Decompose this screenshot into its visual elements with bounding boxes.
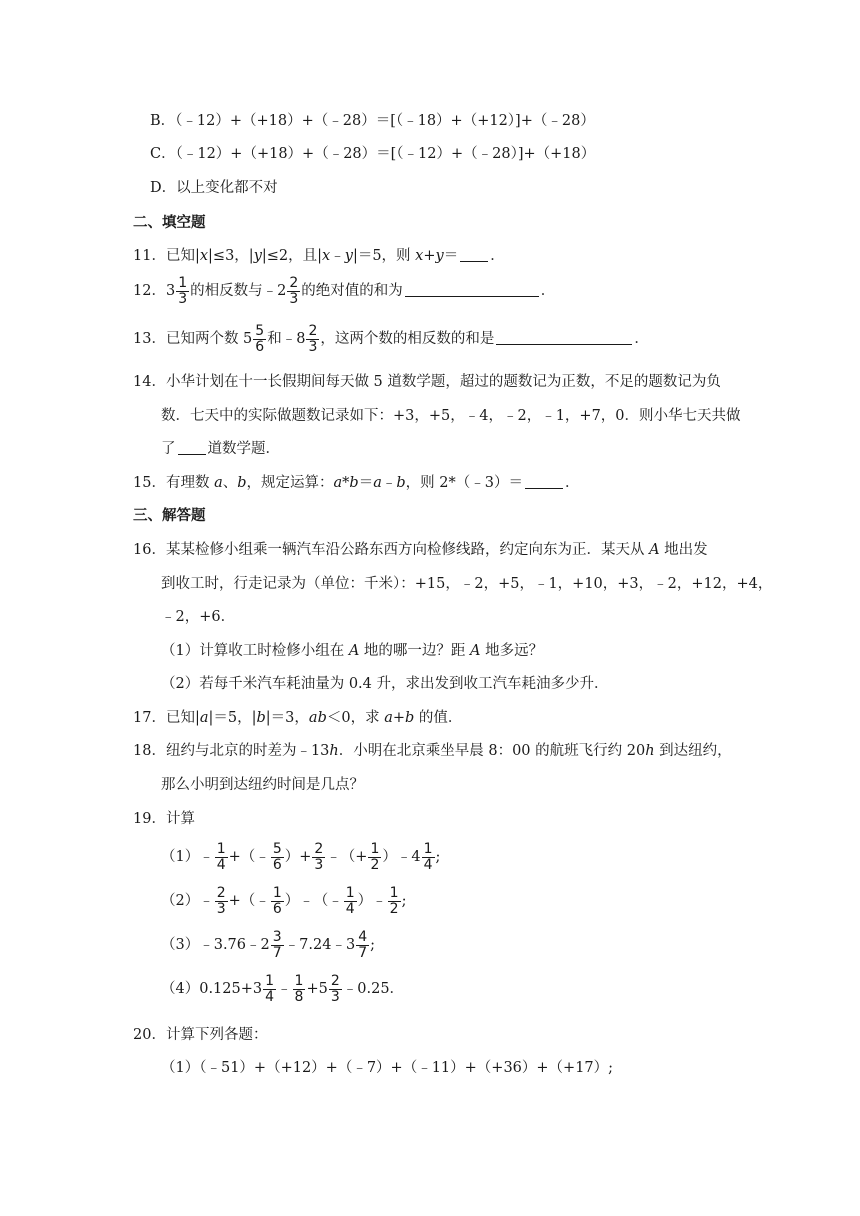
fraction: $\frac{1}{4}$ <box>216 840 226 873</box>
answer-blank <box>405 282 539 297</box>
fraction: $\frac{5}{6}$ <box>255 322 265 355</box>
question-19-part-3: （3）﹣3.76﹣2 $\frac{3}{7}$ ﹣7.24﹣3 $\frac{4}{7}$ ; <box>161 928 375 961</box>
question-16-part-2: （2）若每千米汽车耗油量为 0.4 升，求出发到收工汽车耗油多少升． <box>161 676 609 692</box>
fraction: $\frac{1}{8}$ <box>294 972 304 1005</box>
question-20-title: 20．计算下列各题： <box>133 1027 268 1043</box>
fraction: $\frac{2}{3}$ <box>216 884 226 917</box>
question-12: 12．3 $\frac{1}{3}$ 的相反数与﹣2 $\frac{2}{3}$ 的绝对值的和为 ． <box>133 274 556 307</box>
fraction: $\frac{4}{7}$ <box>358 928 368 961</box>
fraction: $\frac{1}{6}$ <box>272 884 282 917</box>
question-18-line-2: 那么小明到达纽约时间是几点？ <box>161 777 364 793</box>
question-19-part-1: （1）﹣ $\frac{1}{4}$ +（﹣ $\frac{5}{6}$ ）+ $\frac{2}{3}$ ﹣（+ $\frac{1}{2}$ ）﹣4 $\frac{1}{4}$ ; <box>161 840 441 873</box>
fraction: $\frac{3}{7}$ <box>272 928 282 961</box>
question-16-line-1: 16．某某检修小组乘一辆汽车沿公路东西方向检修线路，约定向东为正．某天从 A 地出发 <box>133 542 708 558</box>
answer-blank <box>178 440 206 455</box>
fraction: $\frac{2}{3}$ <box>330 972 340 1005</box>
fraction: $\frac{2}{3}$ <box>308 322 318 355</box>
question-15: 15．有理数 a、b，规定运算：a*b＝a﹣b，则 2*（﹣3）＝ ． <box>133 475 580 491</box>
fraction: $\frac{1}{3}$ <box>178 274 188 307</box>
question-14-line-1: 14．小华计划在十一长假期间每天做 5 道数学题，超过的题数记为正数，不足的题数记为负 <box>133 374 721 390</box>
question-19-part-2: （2）﹣ $\frac{2}{3}$ +（﹣ $\frac{1}{6}$ ）﹣（﹣ $\frac{1}{4}$ ）﹣ $\frac{1}{2}$ ; <box>161 884 407 917</box>
question-14-line-3: 了 道数学题． <box>161 441 280 457</box>
fraction: $\frac{1}{2}$ <box>389 884 399 917</box>
option-c: C．（﹣12）+（+18）+（﹣28）＝[（﹣12）+（﹣28）]+（+18） <box>150 146 596 162</box>
question-18-line-1: 18．纽约与北京的时差为﹣13h．小明在北京乘坐早晨 8：00 的航班飞行约 20h 到达纽约， <box>133 743 732 759</box>
fraction: $\frac{5}{6}$ <box>272 840 282 873</box>
section-fill-in-heading: 二、填空题 <box>133 215 206 231</box>
fraction: $\frac{1}{4}$ <box>265 972 275 1005</box>
question-16-part-1: （1）计算收工时检修小组在 A 地的哪一边？距 A 地多远？ <box>161 643 544 659</box>
fraction: $\frac{1}{4}$ <box>423 840 433 873</box>
question-16-line-2: 到收工时，行走记录为（单位：千米）：+15，﹣2，+5，﹣1，+10，+3，﹣2，+12，+4， <box>161 576 773 592</box>
question-14-line-2: 数．七天中的实际做题数记录如下：+3，+5，﹣4，﹣2，﹣1，+7，0．则小华七天共做 <box>161 408 741 424</box>
fraction: $\frac{2}{3}$ <box>314 840 324 873</box>
option-d: D．以上变化都不对 <box>150 180 278 196</box>
question-20-part-1: （1）（﹣51）+（+12）+（﹣7）+（﹣11）+（+36）+（+17）; <box>161 1060 614 1076</box>
fraction: $\frac{2}{3}$ <box>289 274 299 307</box>
question-13: 13．已知两个数 5 $\frac{5}{6}$ 和﹣8 $\frac{2}{3}$ ，这两个数的相反数的和是 ． <box>133 322 649 355</box>
answer-blank <box>525 474 563 489</box>
option-b: B．（﹣12）+（+18）+（﹣28）＝[（﹣18）+（+12）]+（﹣28） <box>150 113 595 129</box>
answer-blank <box>496 330 632 345</box>
question-11: 11．已知|x|≤3，|y|≤2，且|x﹣y|＝5，则 x+y＝ ． <box>133 248 505 264</box>
fraction: $\frac{1}{2}$ <box>370 840 380 873</box>
question-19-title: 19．计算 <box>133 811 195 827</box>
question-16-line-3: ﹣2，+6． <box>161 609 236 625</box>
question-19-part-4: （4）0.125+3 $\frac{1}{4}$ ﹣ $\frac{1}{8}$ +5 $\frac{2}{3}$ ﹣0.25． <box>161 972 405 1005</box>
question-17: 17．已知|a|＝5，|b|＝3，ab＜0，求 a+b 的值． <box>133 710 463 726</box>
answer-blank <box>460 247 488 262</box>
section-solve-heading: 三、解答题 <box>133 508 206 524</box>
fraction: $\frac{1}{4}$ <box>345 884 355 917</box>
